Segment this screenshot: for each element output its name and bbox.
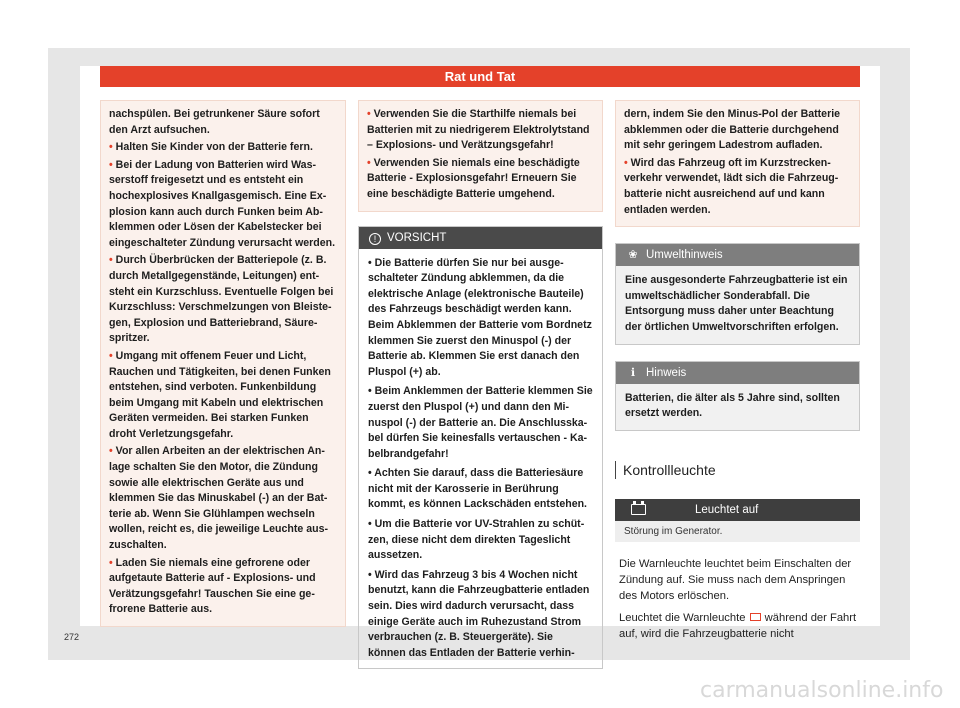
body-text-part: Leuchtet die Warnleuchte: [619, 611, 749, 624]
hint-header: [616, 362, 859, 384]
indicator-lamp-header: [615, 499, 860, 521]
caution-paragraph: • Die Batterie dürfen Sie nur bei ausgeschalteter Zündung abklemmen, da die elektrische Anlage (elektronische Bauteile) des Fahrzeugs beschädigt werden kann. Beim Abklemmen der Batterie vom Bordnetz klemmen Sie zuerst den Minuspol (-) der Batterie ab. Klemmen Sie erst danach den Pluspol (+) ab.: [368, 256, 592, 378]
caution-box: [358, 226, 603, 670]
hint-body: [616, 384, 859, 430]
warning-text: Laden Sie niemals eine gefrorene oder aufgetaute Batterie auf - Explosions- und Verätzungsgefahr! Tauschen Sie eine gefrorene Batterie aus.: [109, 556, 316, 616]
environment-note-header: [616, 244, 859, 266]
caution-title: VORSICHT: [387, 231, 447, 244]
bullet-icon: •: [109, 445, 113, 458]
warning-paragraph: [367, 107, 594, 154]
column-1: [100, 100, 346, 627]
bullet-icon: •: [367, 108, 371, 120]
hint-text: Batterien, die älter als 5 Jahre sind, sollten ersetzt werden.: [625, 391, 840, 420]
warning-paragraph: [109, 140, 337, 156]
bullet-icon: •: [109, 349, 113, 362]
caution-paragraph: • Wird das Fahrzeug 3 bis 4 Wochen nicht benutzt, kann die Fahrzeugbatterie entladen sein. Dies wird dadurch verursacht, dass einige Geräte auch im Ruhezustand Strom verbrauchen (z. B. Steuergeräte). Sie können das Entladen der Batterie verhin-: [368, 568, 590, 659]
bullet-icon: •: [624, 156, 628, 169]
indicator-lamp-title: Leuchtet auf: [695, 503, 759, 516]
warning-paragraph: [109, 253, 337, 347]
warning-paragraph: [109, 556, 337, 618]
environment-note-box: [615, 243, 860, 344]
caution-paragraph: • Beim Anklemmen der Batterie klemmen Sie zuerst den Pluspol (+) und dann den Minuspol (-) der Batterie an. Die Anschlusskabel dürfen Sie keinesfalls vertauschen - Kabelbrandgefahr!: [368, 385, 593, 460]
environment-note-body: [616, 266, 859, 343]
warning-text: Verwenden Sie die Starthilfe niemals bei Batterien mit zu niedrigerem Elektrolytstand – Explosions- und Verätzungsgefahr!: [367, 108, 590, 152]
warning-paragraph: [624, 107, 851, 154]
warning-box-continued: [100, 100, 346, 627]
bullet-icon: •: [109, 556, 113, 569]
warning-text: Durch Überbrücken der Batteriepole (z. B. durch Metallgegenstände, Leitungen) entsteht ein Kurzschluss. Eventuelle Folgen bei Kurzschluss: Verschmelzungen von Bleistegen, Explosion und Batteriebrand, Säurespritzer.: [109, 254, 334, 345]
chapter-header: Rat und Tat: [100, 66, 860, 87]
caution-paragraph: • Achten Sie darauf, dass die Batteriesäure nicht mit der Karosserie in Berührung kommt, es können Lackschäden entstehen.: [368, 467, 588, 511]
caution-paragraph: • Um die Batterie vor UV-Strahlen zu schützen, diese nicht dem direkten Tageslicht aussetzen.: [368, 518, 585, 562]
warning-paragraph: [109, 158, 337, 252]
page-number: 272: [64, 632, 80, 642]
warning-paragraph: [624, 156, 851, 218]
warning-box-continued: [615, 100, 860, 227]
bullet-icon: •: [109, 254, 113, 267]
warning-paragraph: [109, 107, 337, 138]
warning-text: Umgang mit offenem Feuer und Licht, Rauchen und Tätigkeiten, bei denen Funken entstehen, sind verboten. Funkenbildung beim Umgang mit Kabeln und elektrischen Geräten vermeiden. Bei starken Funken droht Verletzungsgefahr.: [109, 349, 331, 440]
bullet-icon: •: [367, 156, 371, 169]
battery-icon: [750, 613, 761, 621]
environment-note-title: Umwelthinweis: [646, 249, 723, 262]
column-3: [615, 100, 860, 642]
hint-title: Hinweis: [646, 366, 687, 379]
body-paragraph: [615, 610, 860, 642]
warning-paragraph: [109, 444, 337, 553]
hint-box: [615, 361, 860, 431]
warning-paragraph: [109, 349, 337, 443]
caution-header: [359, 227, 602, 249]
column-2: [358, 100, 603, 669]
bullet-icon: •: [109, 158, 113, 171]
warning-text: Wird das Fahrzeug oft im Kurzstreckenverkehr verwendet, lädt sich die Fahrzeugbatterie nicht ausreichend auf und kann entladen werden.: [624, 156, 839, 216]
warning-text: Bei der Ladung von Batterien wird Wasserstoff freigesetzt und es entsteht ein hochexplosives Knallgasgemisch. Eine Explosion kann auch durch Funken beim Abklemmen oder Lösen der Kabelstecker bei eingeschalteter Zündung verursacht werden.: [109, 158, 336, 249]
flower-icon: ❀: [628, 249, 638, 262]
caution-body: [359, 249, 602, 669]
body-text-part: während der Fahrt auf, wird die Fahrzeugbatterie nicht: [619, 611, 857, 640]
warning-text: nachspülen. Bei getrunkener Säure sofort den Arzt aufsuchen.: [109, 108, 320, 136]
exclamation-icon: !: [369, 233, 381, 245]
warning-text: Halten Sie Kinder von der Batterie fern.: [115, 141, 313, 154]
info-icon: ℹ: [630, 366, 636, 379]
battery-icon: [631, 504, 646, 515]
warning-text: dern, indem Sie den Minus-Pol der Batterie abklemmen oder die Batterie durchgehend mit sehr geringem Ladestrom aufladen.: [624, 108, 841, 152]
body-paragraph: Die Warnleuchte leuchtet beim Einschalten der Zündung auf. Sie muss nach dem Anspringen des Motors erlöschen.: [619, 557, 852, 602]
warning-text: Verwenden Sie niemals eine beschädigte Batterie - Explosionsgefahr! Erneuern Sie eine beschädigte Batterie umgehend.: [367, 156, 580, 200]
warning-text: Vor allen Arbeiten an der elektrischen Anlage schalten Sie den Motor, die Zündung sowie alle elektrischen Geräte aus und klemmen Sie das Minuskabel (-) an der Batterie ab. Wenn Sie Glühlampen wechseln wollen, reicht es, die jeweilige Leuchte auszuschalten.: [109, 445, 329, 552]
bullet-icon: •: [109, 141, 113, 154]
environment-note-text: Eine ausgesonderte Fahrzeugbatterie ist ein umweltschädlicher Sonderabfall. Die Entsorgung muss daher unter Beachtung der örtlichen Umweltvorschriften erfolgen.: [625, 274, 848, 333]
indicator-lamp-subtitle: Störung im Generator.: [615, 521, 860, 542]
section-title: Kontrollleuchte: [615, 461, 860, 479]
warning-paragraph: [367, 156, 594, 203]
warning-box: [358, 100, 603, 212]
watermark: carmanualsonline.info: [700, 678, 944, 703]
